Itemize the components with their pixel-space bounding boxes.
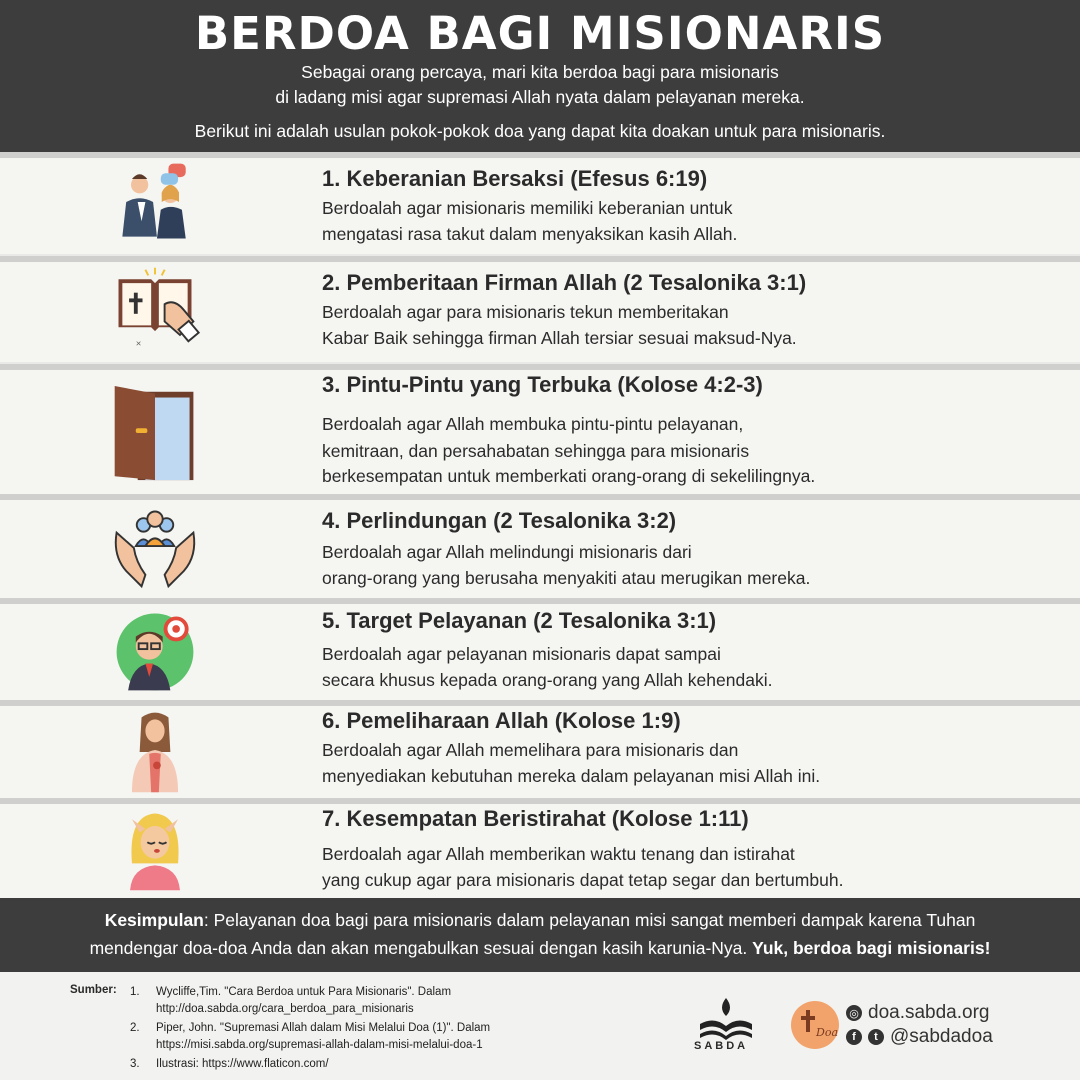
svg-text:×: ×	[135, 338, 142, 350]
subtitle: Berikut ini adalah usulan pokok-pokok doa yang dapat kita doakan untuk para misionaris.	[194, 121, 886, 141]
protection-hands-icon	[100, 502, 210, 592]
source-link[interactable]: https://misi.sabda.org/supremasi-allah-dalam-misi-melalui-doa-1	[156, 1039, 483, 1051]
facebook-icon[interactable]: f	[846, 1029, 862, 1045]
doa-logo	[790, 1000, 840, 1050]
conclusion-text: mendengar doa-doa Anda dan akan mengabulkan sesuai dengan kasih karunia-Nya.	[89, 938, 753, 958]
item-title: 6. Pemeliharaan Allah (Kolose 1:9)	[322, 708, 681, 733]
target-man-icon	[100, 606, 210, 696]
conclusion-banner	[0, 898, 1080, 972]
website-text[interactable]: doa.sabda.org	[868, 1002, 990, 1023]
item-title: 5. Target Pelayanan (2 Tesalonika 3:1)	[322, 608, 717, 633]
source-number: 3.	[130, 1058, 140, 1070]
item-description-line: berkesempatan untuk memberkati orang-orang di sekelilingnya.	[322, 466, 816, 486]
conclusion-line-1	[0, 906, 1080, 934]
people-talking-icon	[100, 158, 210, 248]
item-description-line: Berdoalah agar pelayanan misionaris dapat sampai	[322, 644, 721, 664]
source-item	[130, 1056, 329, 1073]
item-description-line: Berdoalah agar Allah memelihara para misionaris dan	[322, 740, 739, 760]
source-text: Piper, John. "Supremasi Allah dalam Misi Melalui Doa (1)". Dalam	[156, 1022, 491, 1034]
prayer-item-1	[0, 152, 1080, 254]
item-description-line: secara khusus kepada orang-orang yang Allah kehendaki.	[322, 670, 773, 690]
item-title: 1. Keberanian Bersaksi (Efesus 6:19)	[322, 166, 708, 191]
website-link[interactable]	[846, 1002, 990, 1024]
source-item	[130, 1020, 490, 1054]
item-description-line: menyediakan kebutuhan mereka dalam pelayanan misi Allah ini.	[322, 766, 821, 786]
header-banner	[0, 0, 1080, 152]
sources-label: Sumber:	[70, 984, 117, 996]
item-description-line: Berdoalah agar para misionaris tekun memberitakan	[322, 302, 729, 322]
prayer-item-6	[0, 700, 1080, 798]
jesus-icon	[100, 706, 210, 796]
item-description-line: Berdoalah agar Allah melindungi misionaris dari	[322, 542, 692, 562]
sabda-logo-text: SABDA	[694, 1040, 749, 1052]
item-description-line: mengatasi rasa takut dalam menyaksikan kasih Allah.	[322, 224, 738, 244]
social-handle[interactable]	[846, 1026, 993, 1048]
intro-line-1: Sebagai orang percaya, mari kita berdoa bagi para misionaris	[301, 62, 779, 82]
doa-logo-text: Doa	[816, 1026, 838, 1039]
item-description-line: orang-orang yang berusaha menyakiti atau merugikan mereka.	[322, 568, 811, 588]
item-description-line: Berdoalah agar Allah memberikan waktu tenang dan istirahat	[322, 844, 795, 864]
resting-woman-icon	[100, 804, 210, 894]
item-title: 4. Perlindungan (2 Tesalonika 3:2)	[322, 508, 677, 533]
bible-icon	[100, 264, 210, 354]
twitter-icon[interactable]: t	[868, 1029, 884, 1045]
open-door-icon	[100, 382, 210, 486]
intro-text	[0, 60, 1080, 110]
source-item	[130, 984, 451, 1018]
prayer-item-2	[0, 256, 1080, 362]
conclusion-label: Kesimpulan	[104, 910, 204, 930]
prayer-item-4	[0, 494, 1080, 598]
conclusion-line-2	[0, 934, 1080, 962]
conclusion-cta: Yuk, berdoa bagi misionaris!	[752, 938, 991, 958]
item-description-line: yang cukup agar para misionaris dapat tetap segar dan bertumbuh.	[322, 870, 844, 890]
source-text: Wycliffe,Tim. "Cara Berdoa untuk Para Misionaris". Dalam	[156, 986, 452, 998]
source-text: Ilustrasi: https://www.flaticon.com/	[156, 1058, 329, 1070]
conclusion-text: : Pelayanan doa bagi para misionaris dalam pelayanan misi sangat memberi dampak karena Tuhan	[203, 910, 976, 930]
source-number: 2.	[130, 1022, 140, 1034]
item-description-line: Berdoalah agar misionaris memiliki keberanian untuk	[322, 198, 733, 218]
prayer-item-7	[0, 798, 1080, 898]
social-text[interactable]: @sabdadoa	[890, 1026, 993, 1047]
item-description-line: Berdoalah agar Allah membuka pintu-pintu pelayanan,	[322, 414, 744, 434]
item-title: 3. Pintu-Pintu yang Terbuka (Kolose 4:2-3)	[322, 372, 763, 397]
prayer-item-5	[0, 598, 1080, 700]
item-title: 7. Kesempatan Beristirahat (Kolose 1:11)	[322, 806, 749, 831]
source-number: 1.	[130, 986, 140, 998]
page-title: BERDOA BAGI MISIONARIS	[194, 7, 886, 60]
prayer-item-3	[0, 364, 1080, 494]
intro-line-2: di ladang misi agar supremasi Allah nyata dalam pelayanan mereka.	[275, 87, 805, 107]
item-title: 2. Pemberitaan Firman Allah (2 Tesalonika 3:1)	[322, 270, 807, 295]
source-link[interactable]: http://doa.sabda.org/cara_berdoa_para_misionaris	[156, 1003, 414, 1015]
globe-icon: ◎	[846, 1005, 862, 1021]
item-description-line: kemitraan, dan persahabatan sehingga para misionaris	[322, 441, 750, 461]
item-description-line: Kabar Baik sehingga firman Allah tersiar sesuai maksud-Nya.	[322, 328, 797, 348]
